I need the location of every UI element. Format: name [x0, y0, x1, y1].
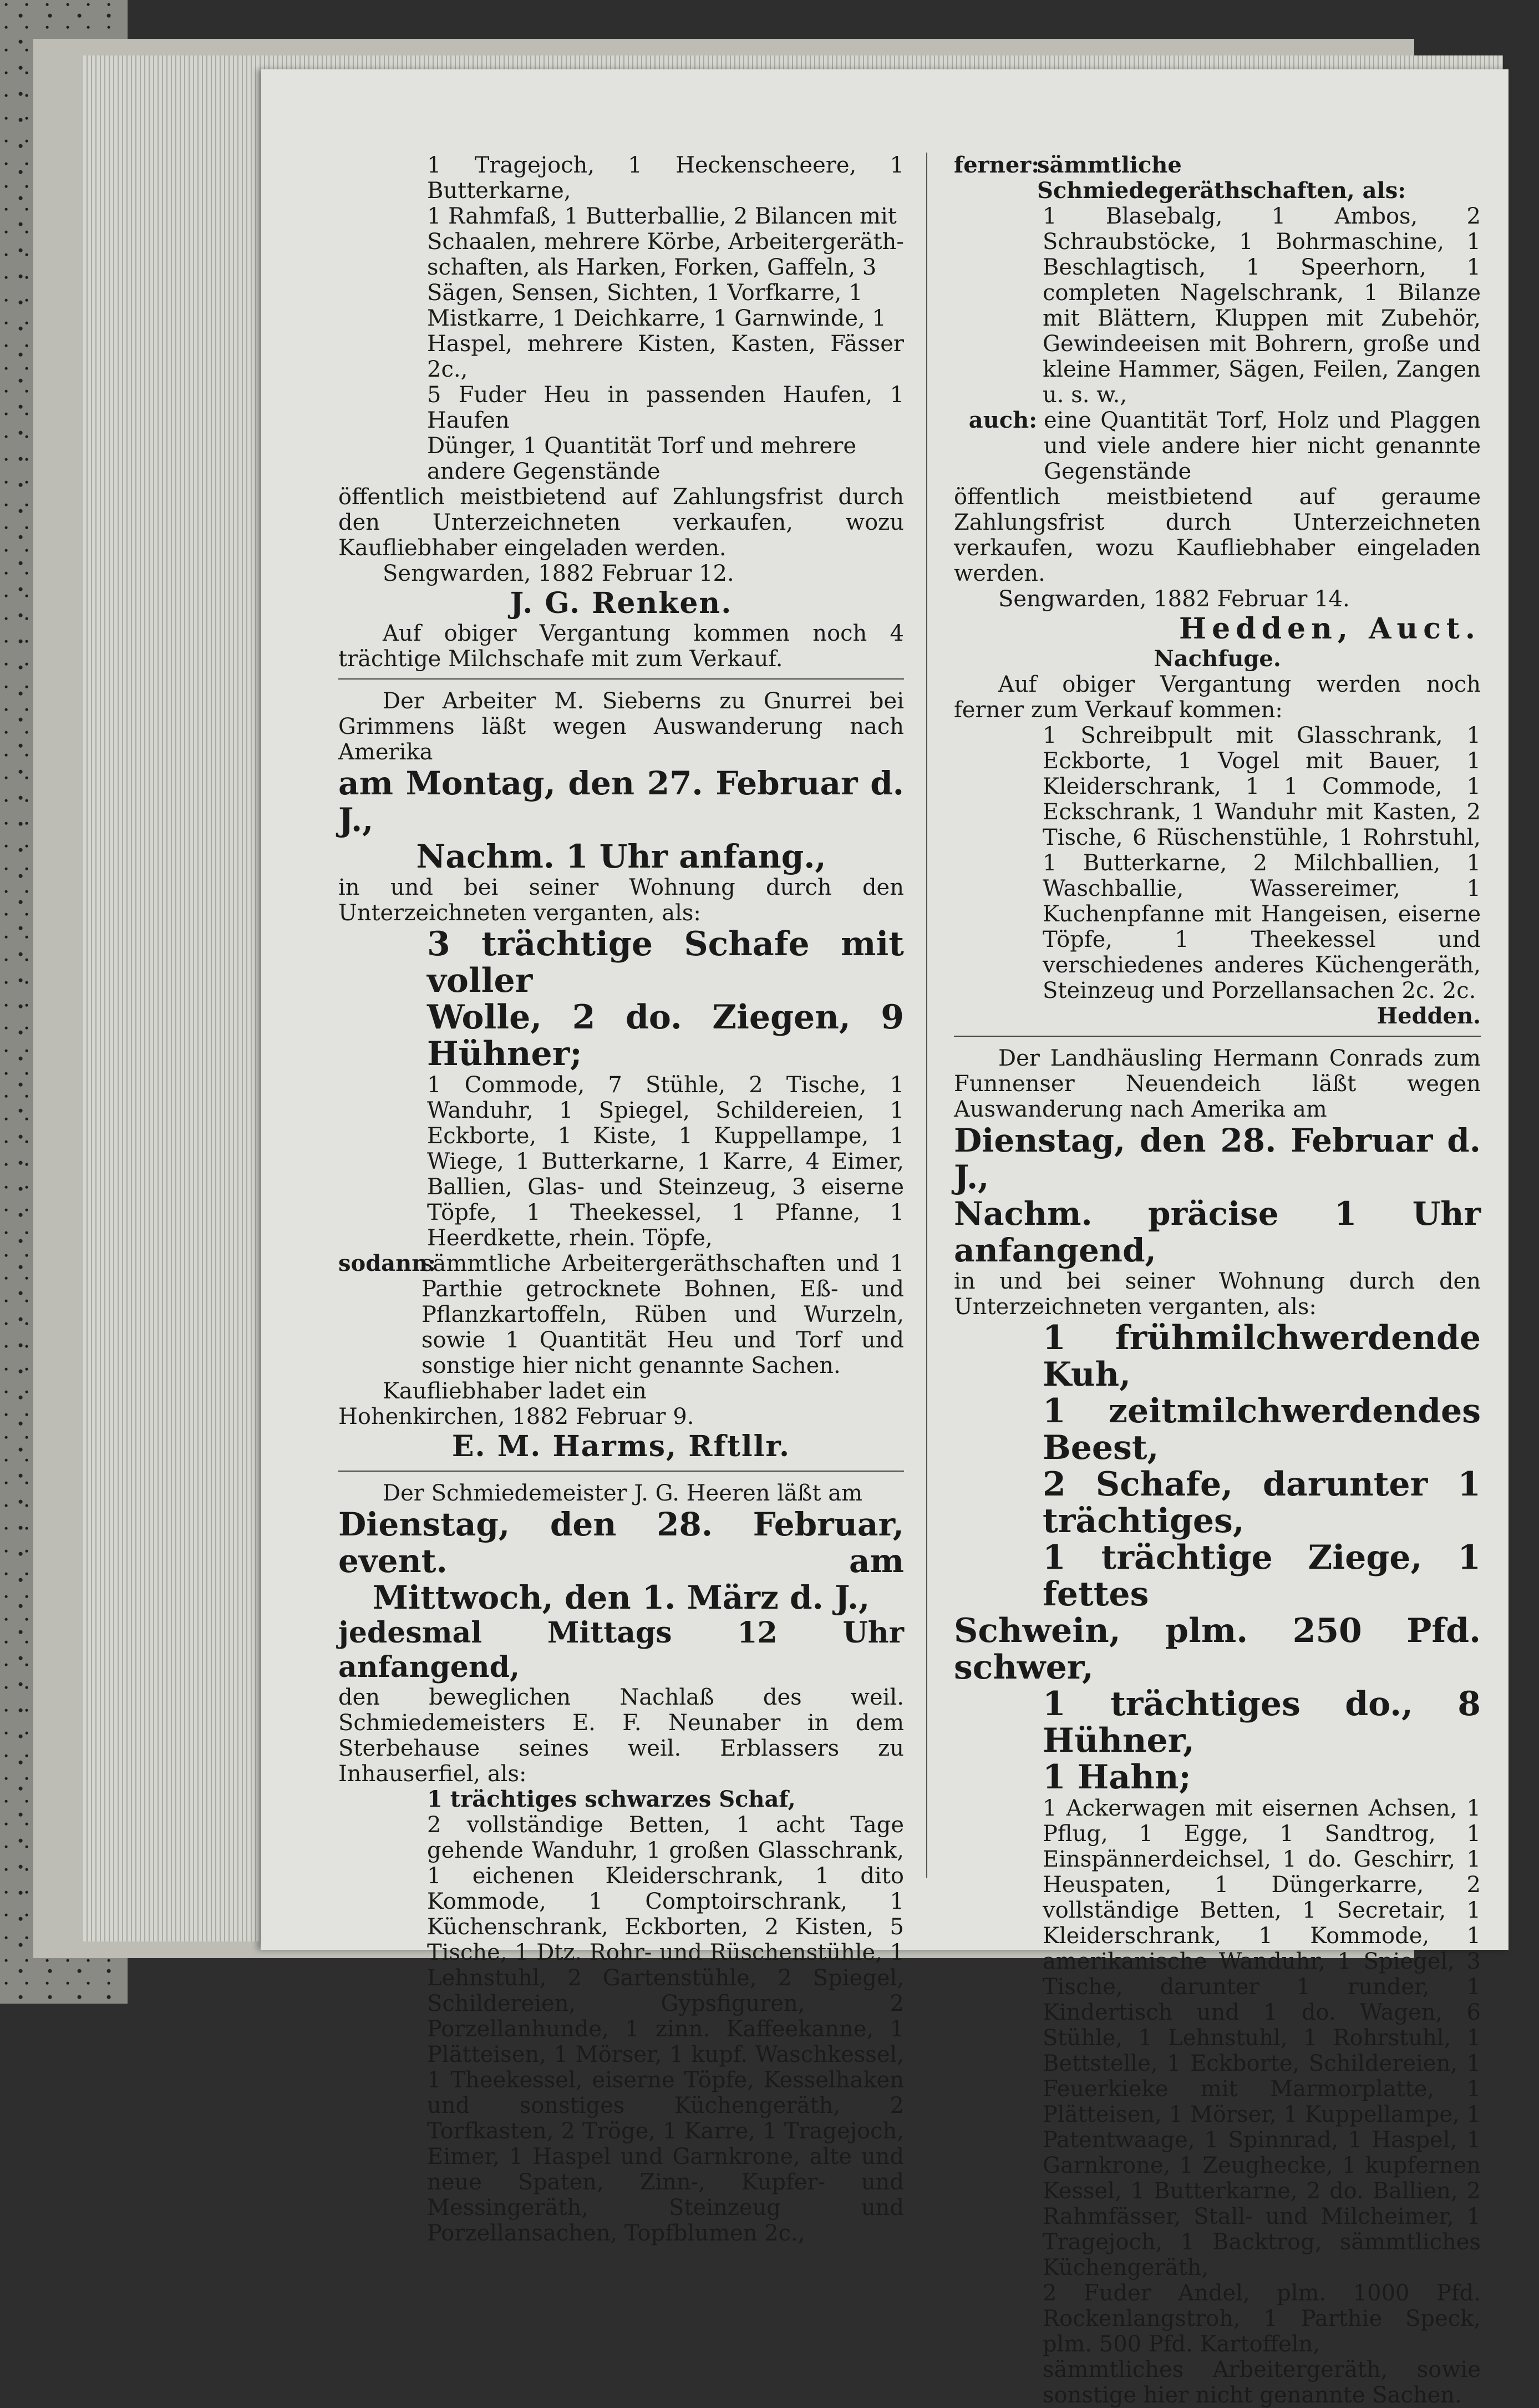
ad-separator — [338, 1471, 904, 1472]
sale-paragraph: öffentlich meistbietend auf Zahlungsfrist durch den Unterzeichneten verkaufen, wozu Kaufliebhaber eingeladen werden. — [338, 484, 904, 561]
ad-items: 2 vollständige Betten, 1 acht Tage gehende Wanduhr, 1 großen Glasschrank, 1 eichenen Kleiderschrank, 1 dito Kommode, 1 Comptoirschrank, 1 Küchenschrank, Eckborten, 2 Kisten, 5 Tische, 1 Dtz. Rohr- und Rüschenstühle, 1 Lehnstuhl, 2 Gartenstühle, 2 Spiegel, Schildereien, Gypsfiguren, 2 Porzellanhunde, 1 zinn. Kaffeekanne, 1 Plätteisen, 1 Mörser, 1 kupf. Waschkessel, 1 Theekessel, eiserne Töpfe, Kesselhaken und sonstiges Küchengeräth, 2 Torfkasten, 2 Tröge, 1 Karre, 1 Tragejoch, Eimer, 1 Haspel und Garnkrone, alte und neue Spaten, Zinn-, Kupfer- und Messingeräth, Steinzeug und Porzellansachen, Topfblumen 2c., — [427, 1812, 904, 2246]
ad-intro: Der Landhäusling Hermann Conrads zum Funnenser Neuendeich läßt wegen Auswanderung nach Amerika am — [954, 1046, 1481, 1122]
animal-line: 1 zeitmilchwerdendes Beest, — [1043, 1392, 1481, 1467]
list-line: andere Gegenstände — [427, 459, 661, 484]
ad-day: am Montag, den 27. Februar d. J., — [338, 764, 904, 839]
ad-day: Dienstag, den 28. Februar, event. am — [338, 1505, 904, 1580]
animal-line: 2 Schafe, darunter 1 trächtiges, — [1043, 1465, 1481, 1540]
animal-list — [954, 1320, 1481, 1613]
ad-intro: Der Arbeiter M. Sieberns zu Gnurrei bei Grimmens läßt wegen Auswanderung nach Amerika — [338, 688, 904, 765]
list-line: 1 Tragejoch, 1 Heckenscheere, 1 Butterkarne, — [427, 153, 904, 204]
animal-line: 1 Hahn; — [1043, 1758, 1191, 1797]
ad-separator — [954, 1036, 1481, 1037]
sodann-label: sodann: — [338, 1250, 436, 1276]
ad-time: Nachm. präcise 1 Uhr anfangend, — [954, 1195, 1481, 1269]
auch-row — [954, 408, 1481, 484]
ad-items: 1 Commode, 7 Stühle, 2 Tische, 1 Wanduhr, 1 Spiegel, Schildereien, 1 Eckborte, 1 Kiste, 1 Kuppellampe, 1 Wiege, 1 Butterkarne, 1 Karre, 4 Eimer, Ballien, Glas- und Steinzeug, 3 eiserne Töpfe, 1 Theekessel, 1 Pfanne, 1 Heerdkette, rhein. Töpfe, — [427, 1072, 904, 1251]
ad-time: jedesmal Mittags 12 Uhr anfangend, — [338, 1616, 904, 1684]
ad-day: Mittwoch, den 1. März d. J., — [372, 1579, 870, 1616]
ad-place: in und bei seiner Wohnung durch den Unterzeichneten verganten, als: — [954, 1269, 1481, 1320]
right-column — [954, 153, 1481, 2408]
animal-line: 1 trächtiges do., 8 Hühner, — [1043, 1685, 1481, 1760]
list-line: schaften, als Harken, Forken, Gaffeln, 3 — [427, 255, 877, 280]
animal-line: 1 trächtige Ziege, 1 fettes — [1043, 1538, 1481, 1614]
list-line: Dünger, 1 Quantität Torf und mehrere — [427, 433, 857, 459]
ad-items: 1 Ackerwagen mit eisernen Achsen, 1 Pflug, 1 Egge, 1 Sandtrog, 1 Einspännerdeichsel, 1 do. Geschirr, 1 Heuspaten, 1 Düngerkarre, 2 vollständige Betten, 1 Secretair, 1 Kleiderschrank, 1 Kommode, 1 amerikanische Wanduhr, 1 Spiegel, 3 Tische, darunter 1 runder, 1 Kindertisch und 1 do. Wagen, 6 Stühle, 1 Lehnstuhl, 1 Rohrstuhl, 1 Bettstelle, 1 Eckborte, Schildereien, 1 Feuerkieke mit Marmorplatte, 1 Plätteisen, 1 Mörser, 1 Kuppellampe, 1 Patentwaage, 1 Spinnrad, 1 Haspel, 1 Garnkrone, 1 Zeughecke, 1 kupfernen Kessel, 1 Butterkarne, 2 do. Ballien, 2 Rahmfässer, Stall- und Milcheimer, 1 Tragejoch, 1 Backtrog, sämmtliches Küchengeräth, — [1043, 1796, 1481, 2280]
ferner-label: ferner: — [954, 152, 1040, 178]
ad-animal: 1 trächtiges schwarzes Schaf, — [427, 1786, 796, 1812]
ad-day: Dienstag, den 28. Februar d. J., — [954, 1122, 1481, 1196]
date-line: Hohenkirchen, 1882 Februar 9. — [338, 1404, 694, 1429]
date-line: Sengwarden, 1882 Februar 12. — [383, 561, 734, 586]
newspaper-page — [261, 69, 1508, 2408]
ad-animals: 3 trächtige Schafe mit voller — [427, 925, 904, 1000]
animal-list — [954, 1686, 1481, 1796]
signature: Hedden. — [1377, 1003, 1481, 1029]
signature: Hedden, Auct. — [1179, 612, 1481, 646]
ad-intro: Der Schmiedemeister J. G. Heeren läßt am — [383, 1481, 863, 1506]
auch-text: eine Quantität Torf, Holz und Plaggen und viele andere hier nicht genannte Gegenstände — [1044, 408, 1481, 484]
left-column — [338, 153, 904, 2246]
nachfuge-heading: Nachfuge. — [1154, 646, 1281, 672]
ad-items: 2 Fuder Andel, plm. 1000 Pfd. Rockenlangstroh, 1 Parthie Speck, plm. 500 Pfd. Kartoffeln, — [1043, 2280, 1481, 2357]
ad-animals: Wolle, 2 do. Ziegen, 9 Hühner; — [427, 998, 904, 1073]
ferner-items: 1 Blasebalg, 1 Ambos, 2 Schraubstöcke, 1 Bohrmaschine, 1 Beschlagtisch, 1 Speerhorn, 1 completen Nagelschrank, 1 Bilanze mit Blättern, Kluppen mit Zubehör, Gewindeeisen mit Bohrern, große und kleine Hammer, Sägen, Feilen, Zangen u. s. w., — [1043, 204, 1481, 408]
animal-line: 1 frühmilchwerdende Kuh, — [1043, 1319, 1481, 1394]
nachfuge-items: 1 Schreibpult mit Glasschrank, 1 Eckborte, 1 Vogel mit Bauer, 1 Kleiderschrank, 1 1 Commode, 1 Eckschrank, 1 Wanduhr mit Kasten, 2 Tische, 6 Rüschenstühle, 1 Rohrstuhl, 1 Butterkarne, 2 Milchballien, 1 Waschballie, Wassereimer, 1 Kuchenpfanne mit Hangeisen, eiserne Töpfe, 1 Theekessel und verschiedenes anderes Küchengeräth, Steinzeug und Porzellansachen 2c. 2c. — [1043, 723, 1481, 1003]
ferner-row — [954, 153, 1481, 204]
ad-body: den beweglichen Nachlaß des weil. Schmiedemeisters E. F. Neunaber in dem Sterbehause seines weil. Erblassers zu Inhauserfiel, als: — [338, 1685, 904, 1787]
signature: J. G. Renken. — [510, 586, 733, 620]
column-divider — [926, 153, 927, 1878]
list-line: Mistkarre, 1 Deichkarre, 1 Garnwinde, 1 — [427, 306, 886, 331]
ad-time: Nachm. 1 Uhr anfang., — [416, 838, 826, 875]
ferner-heading: sämmtliche Schmiedegeräthschaften, als: — [1037, 152, 1406, 204]
list-line: 5 Fuder Heu in passenden Haufen, 1 Haufen — [427, 382, 904, 433]
list-line: Haspel, mehrere Kisten, Kasten, Fässer 2c., — [427, 331, 904, 382]
ad-separator — [338, 678, 904, 680]
list-line: Sägen, Sensen, Sichten, 1 Vorfkarre, 1 — [427, 280, 863, 306]
ad-place: in und bei seiner Wohnung durch den Unterzeichneten verganten, als: — [338, 875, 904, 926]
sodann-row — [338, 1251, 904, 1378]
date-line: Sengwarden, 1882 Februar 14. — [998, 586, 1350, 612]
item-list-1 — [338, 153, 904, 484]
signature: E. M. Harms, Rftllr. — [451, 1429, 791, 1463]
animal-line: Schwein, plm. 250 Pfd. schwer, — [954, 1611, 1481, 1687]
sodann-text: sämmtliche Arbeitergeräthschaften und 1 Parthie getrocknete Bohnen, Eß- und Pflanzkartoffeln, Rüben und Wurzeln, sowie 1 Quantität Heu und Torf und sonstige hier nicht genannte Sachen. — [421, 1251, 904, 1378]
invite-line: Kaufliebhaber ladet ein — [383, 1378, 647, 1404]
ad-items: sämmtliches Arbeitergeräth, sowie sonstige hier nicht genannte Sachen. — [1043, 2357, 1481, 2408]
sale-paragraph: öffentlich meistbietend auf geraume Zahlungsfrist durch Unterzeichneten verkaufen, wozu Kaufliebhaber eingeladen werden. — [954, 484, 1481, 586]
list-line: 1 Rahmfaß, 1 Butterballie, 2 Bilancen mit — [427, 204, 897, 229]
note: Auf obiger Vergantung kommen noch 4 trächtige Milchschafe mit zum Verkauf. — [338, 621, 904, 672]
auch-label: auch: — [968, 407, 1037, 433]
list-line: Schaalen, mehrere Körbe, Arbeitergeräth- — [427, 229, 904, 255]
nachfuge-intro: Auf obiger Vergantung werden noch ferner zum Verkauf kommen: — [954, 672, 1481, 723]
